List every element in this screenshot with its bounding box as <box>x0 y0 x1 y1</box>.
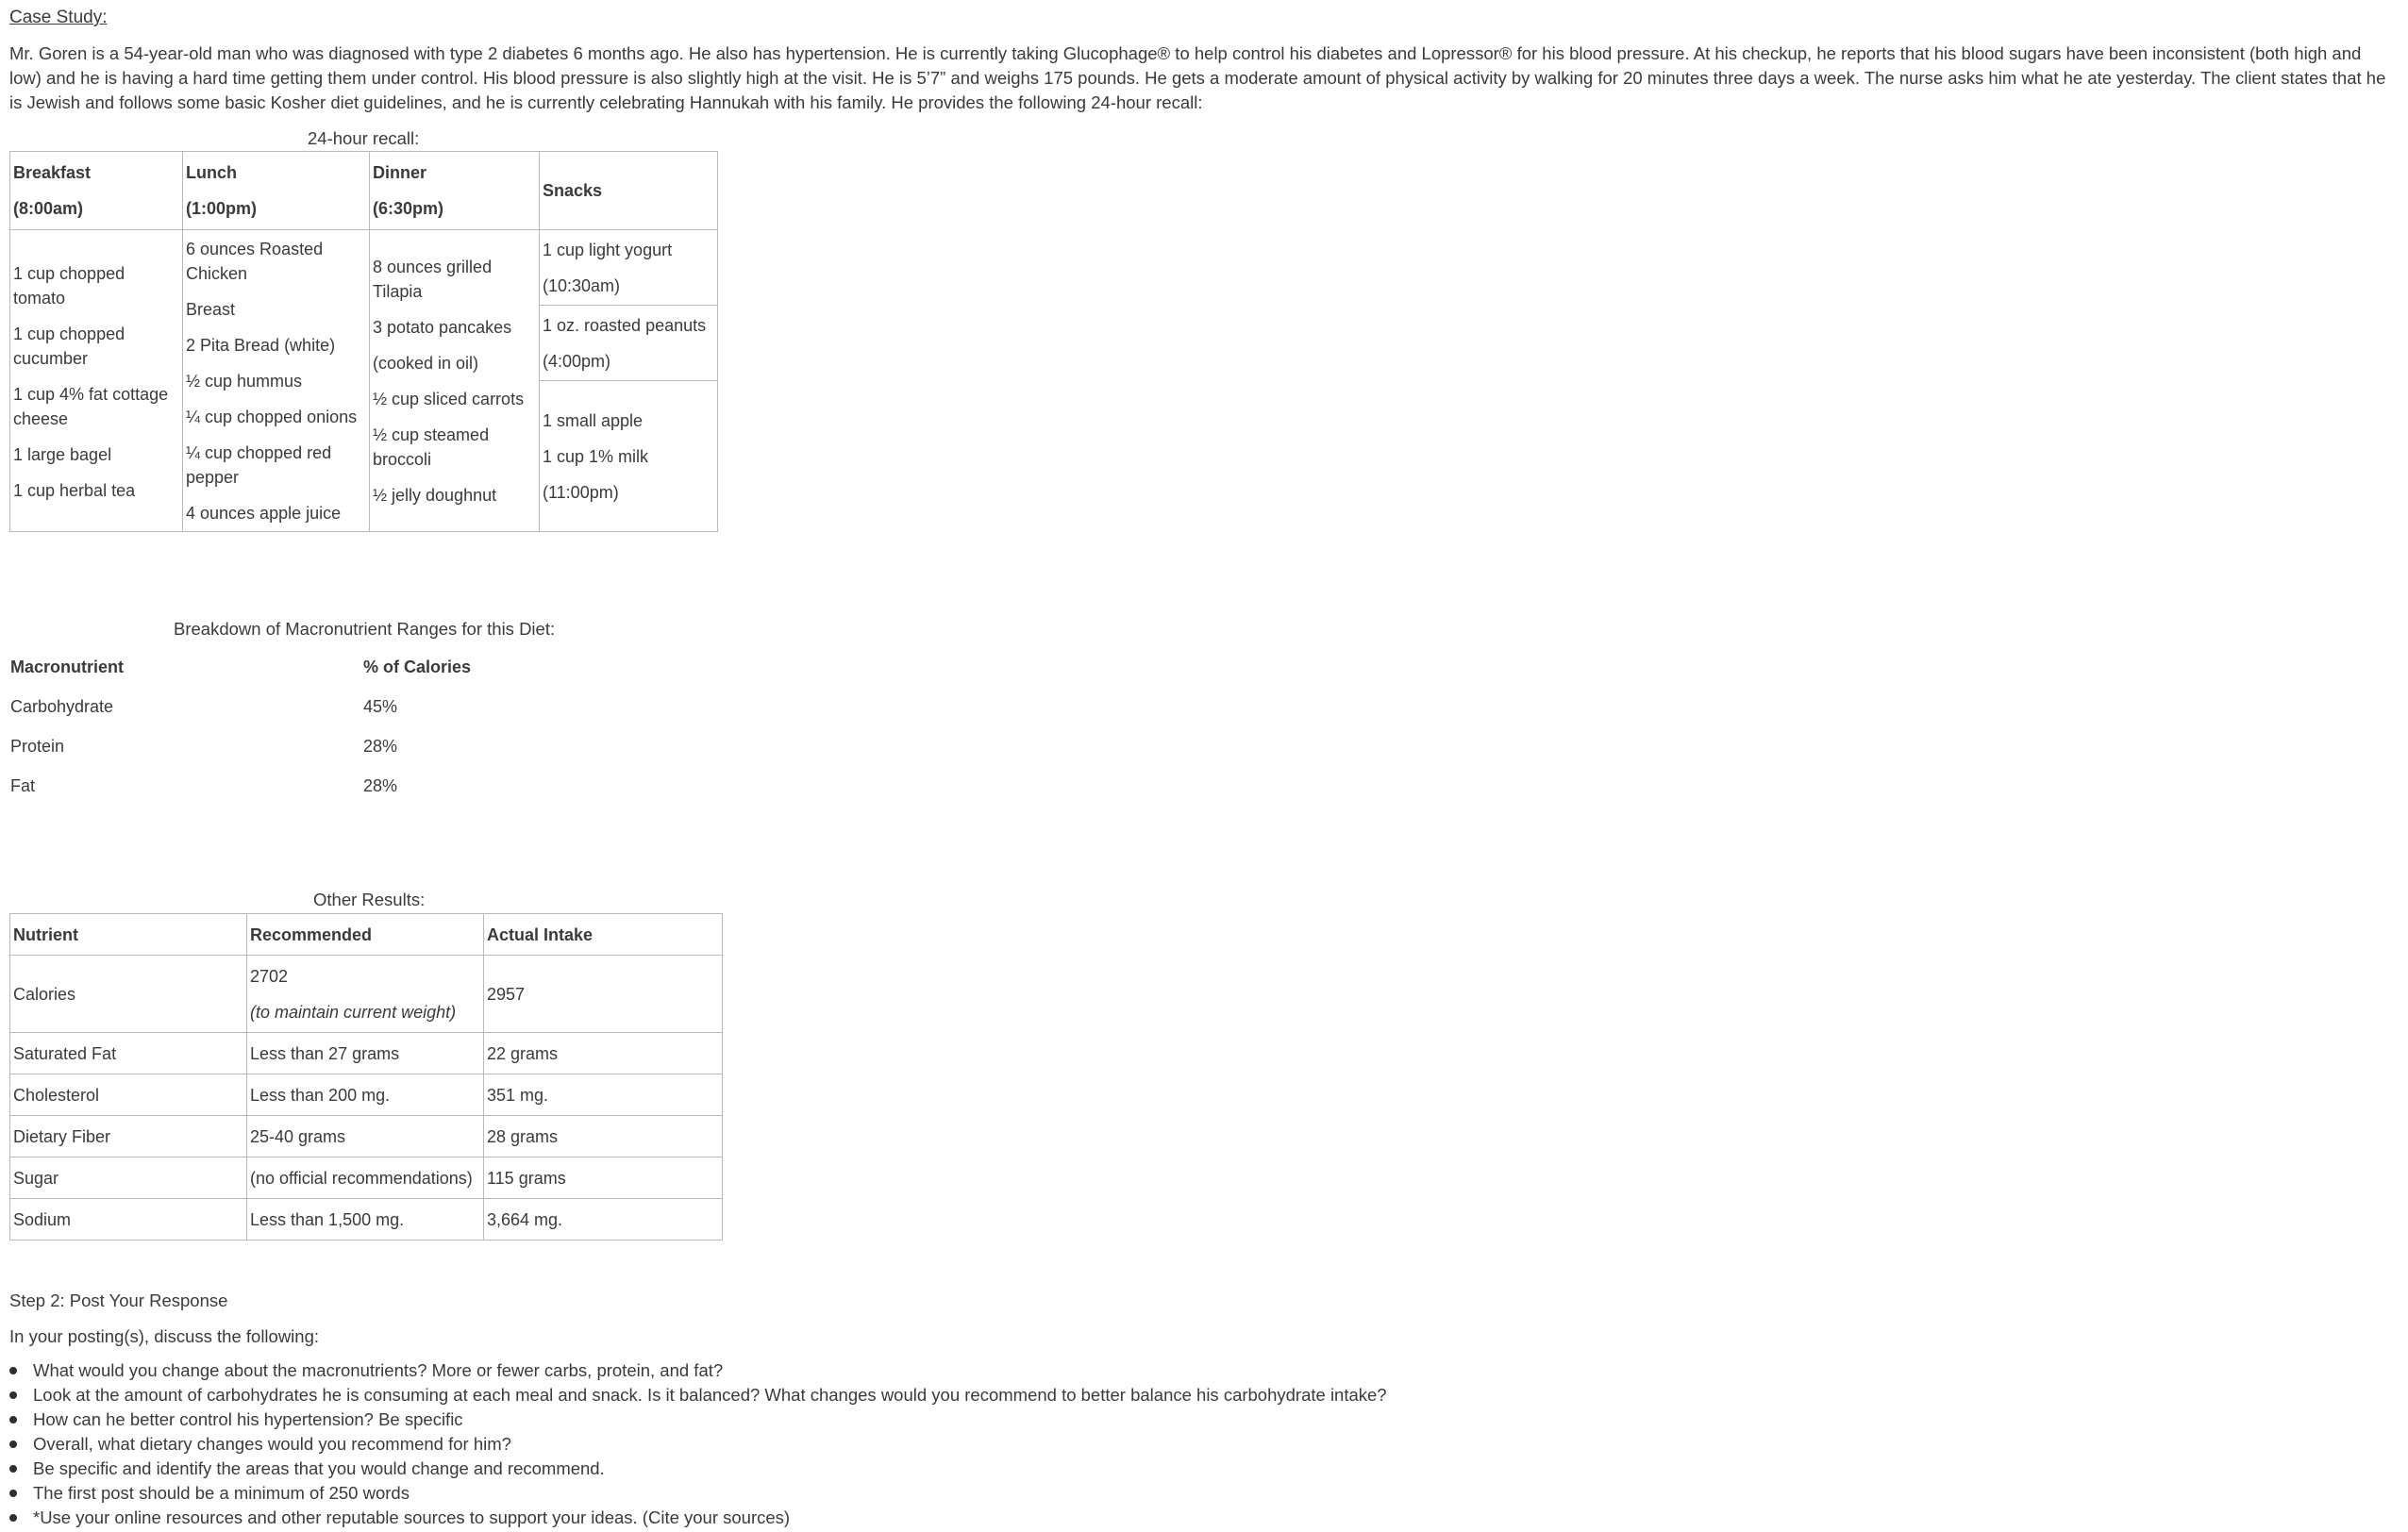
bullet-icon <box>9 1514 17 1522</box>
macros-header-pct: % of Calories <box>363 658 472 676</box>
lunch-item: Breast <box>186 299 236 319</box>
lunch-header <box>183 152 370 230</box>
calories-recommended <box>247 956 484 1033</box>
breakfast-item: 1 large bagel <box>13 444 112 464</box>
dinner-item: ½ jelly doughnut <box>373 485 497 505</box>
breakfast-items <box>10 230 183 532</box>
macro-carbohydrate-name: Carbohydrate <box>10 697 114 716</box>
recall-table <box>9 151 718 532</box>
list-item <box>9 1506 1387 1530</box>
lunch-item: 4 ounces apple juice <box>186 503 342 523</box>
macros-header-name: Macronutrient <box>10 658 125 676</box>
dinner-header-time: (6:30pm) <box>373 199 444 218</box>
snack-item: 1 small apple <box>543 410 644 430</box>
results-table <box>9 913 723 1241</box>
lunch-item: ½ cup hummus <box>186 371 303 391</box>
calories-name: Calories <box>10 956 247 1033</box>
breakfast-item: 1 cup herbal tea <box>13 480 136 500</box>
breakfast-header-time: (8:00am) <box>13 199 84 218</box>
results-header-actual: Actual Intake <box>484 914 723 956</box>
list-item <box>9 1407 1387 1432</box>
snacks-header-label: Snacks <box>543 181 603 200</box>
table-row <box>10 1157 723 1199</box>
breakfast-item: 1 cup chopped cucumber <box>13 324 125 368</box>
dinner-item: ½ cup sliced carrots <box>373 389 525 408</box>
results-header-recommended: Recommended <box>247 914 484 956</box>
lunch-item: ¼ cup chopped onions <box>186 407 358 426</box>
bullet-icon <box>9 1367 17 1374</box>
lunch-items <box>183 230 370 532</box>
list-item-text: Be specific and identify the areas that you would change and recommend. <box>33 1458 605 1478</box>
list-item-text: How can he better control his hypertension? Be specific <box>33 1409 463 1429</box>
list-item-text: What would you change about the macronutrients? More or fewer carbs, protein, and fat? <box>33 1360 724 1380</box>
macros-caption: Breakdown of Macronutrient Ranges for this Diet: <box>174 619 556 639</box>
calories-actual: 2957 <box>484 956 723 1033</box>
snack-night <box>540 381 718 532</box>
nutrient-name: Sodium <box>10 1199 247 1241</box>
nutrient-actual: 28 grams <box>484 1116 723 1157</box>
snack-time: (4:00pm) <box>543 351 611 371</box>
lunch-item: ¼ cup chopped red pepper <box>186 442 332 487</box>
macro-carbohydrate-pct: 45% <box>363 697 398 716</box>
results-header-nutrient: Nutrient <box>10 914 247 956</box>
calories-recommended-note: (to maintain current weight) <box>250 1002 457 1022</box>
dinner-items <box>370 230 540 532</box>
recall-header-row <box>10 152 718 230</box>
table-row <box>10 1033 723 1074</box>
nutrient-recommended: 25-40 grams <box>247 1116 484 1157</box>
macro-fat-name: Fat <box>10 776 36 795</box>
list-item-text: Overall, what dietary changes would you recommend for him? <box>33 1434 511 1454</box>
results-caption: Other Results: <box>313 890 426 909</box>
results-header-row <box>10 914 723 956</box>
nutrient-recommended: (no official recommendations) <box>247 1157 484 1199</box>
recall-row-1 <box>10 230 718 306</box>
list-item <box>9 1432 1387 1457</box>
list-item <box>9 1383 1387 1407</box>
macro-protein-pct: 28% <box>363 737 398 756</box>
dinner-item: 8 ounces grilled Tilapia <box>373 257 493 301</box>
snack-afternoon <box>540 306 718 381</box>
lunch-item: 2 Pita Bread (white) <box>186 335 336 355</box>
macro-fat-pct: 28% <box>363 776 398 795</box>
nutrient-actual: 3,664 mg. <box>484 1199 723 1241</box>
table-row <box>10 1074 723 1116</box>
table-row <box>10 1116 723 1157</box>
dinner-item: ½ cup steamed broccoli <box>373 425 490 469</box>
discussion-list <box>9 1358 1387 1530</box>
breakfast-header <box>10 152 183 230</box>
bullet-icon <box>9 1465 17 1473</box>
calories-recommended-value: 2702 <box>250 966 289 986</box>
list-item <box>9 1457 1387 1481</box>
bullet-icon <box>9 1440 17 1448</box>
nutrient-recommended: Less than 200 mg. <box>247 1074 484 1116</box>
breakfast-item: 1 cup 4% fat cottage cheese <box>13 384 169 428</box>
snack-item: 1 cup 1% milk <box>543 446 649 466</box>
nutrient-name: Sugar <box>10 1157 247 1199</box>
step2-title: Step 2: Post Your Response <box>9 1291 228 1310</box>
nutrient-actual: 115 grams <box>484 1157 723 1199</box>
nutrient-name: Dietary Fiber <box>10 1116 247 1157</box>
nutrient-recommended: Less than 27 grams <box>247 1033 484 1074</box>
list-item-text: Look at the amount of carbohydrates he is consuming at each meal and snack. Is it balanced? What changes would you recommend to better balance his carbohydrate intake? <box>33 1385 1387 1405</box>
case-study-intro: Mr. Goren is a 54-year-old man who was diagnosed with type 2 diabetes 6 months ago. He also has hypertension. He is currently taking Glucophage® to help control his diabetes and Lopressor® for his blood pressure. At his checkup, he reports that his blood sugars have been inconsistent (both high and low) and he is having a hard time getting them under control. His blood pressure is also slightly high at the visit. He is 5’7” and weighs 175 pounds. He gets a moderate amount of physical activity by walking for 20 minutes three days a week. The nurse asks him what he ate yesterday. The client states that he is Jewish and follows some basic Kosher diet guidelines, and he is currently celebrating Hannukah with his family. He provides the following 24-hour recall: <box>9 43 2386 112</box>
nutrient-actual: 351 mg. <box>484 1074 723 1116</box>
lunch-header-label: Lunch <box>186 163 237 182</box>
list-item-text: *Use your online resources and other reputable sources to support your ideas. (Cite your sources) <box>33 1507 791 1527</box>
lunch-header-time: (1:00pm) <box>186 199 258 218</box>
nutrient-name: Saturated Fat <box>10 1033 247 1074</box>
list-item-text: The first post should be a minimum of 250 words <box>33 1483 410 1503</box>
nutrient-recommended: Less than 1,500 mg. <box>247 1199 484 1241</box>
snack-item: 1 oz. roasted peanuts <box>543 315 707 335</box>
results-row-calories <box>10 956 723 1033</box>
dinner-item: 3 potato pancakes <box>373 317 512 337</box>
macro-protein-name: Protein <box>10 737 65 756</box>
bullet-icon <box>9 1416 17 1424</box>
breakfast-item: 1 cup chopped tomato <box>13 263 125 308</box>
list-item <box>9 1358 1387 1383</box>
dinner-header-label: Dinner <box>373 163 427 182</box>
recall-caption: 24-hour recall: <box>308 128 420 148</box>
table-row <box>10 1199 723 1241</box>
snack-morning <box>540 230 718 306</box>
nutrient-actual: 22 grams <box>484 1033 723 1074</box>
nutrient-name: Cholesterol <box>10 1074 247 1116</box>
bullet-icon <box>9 1490 17 1497</box>
breakfast-header-label: Breakfast <box>13 163 92 182</box>
snack-time: (11:00pm) <box>543 482 619 502</box>
snack-time: (10:30am) <box>543 275 621 295</box>
snacks-header <box>540 152 718 230</box>
step2-instruction: In your posting(s), discuss the following: <box>9 1326 320 1346</box>
list-item <box>9 1481 1387 1506</box>
dinner-header <box>370 152 540 230</box>
snack-item: 1 cup light yogurt <box>543 240 673 259</box>
bullet-icon <box>9 1391 17 1399</box>
dinner-item: (cooked in oil) <box>373 353 479 373</box>
lunch-item: 6 ounces Roasted Chicken <box>186 239 324 283</box>
case-study-heading: Case Study: <box>9 8 108 27</box>
